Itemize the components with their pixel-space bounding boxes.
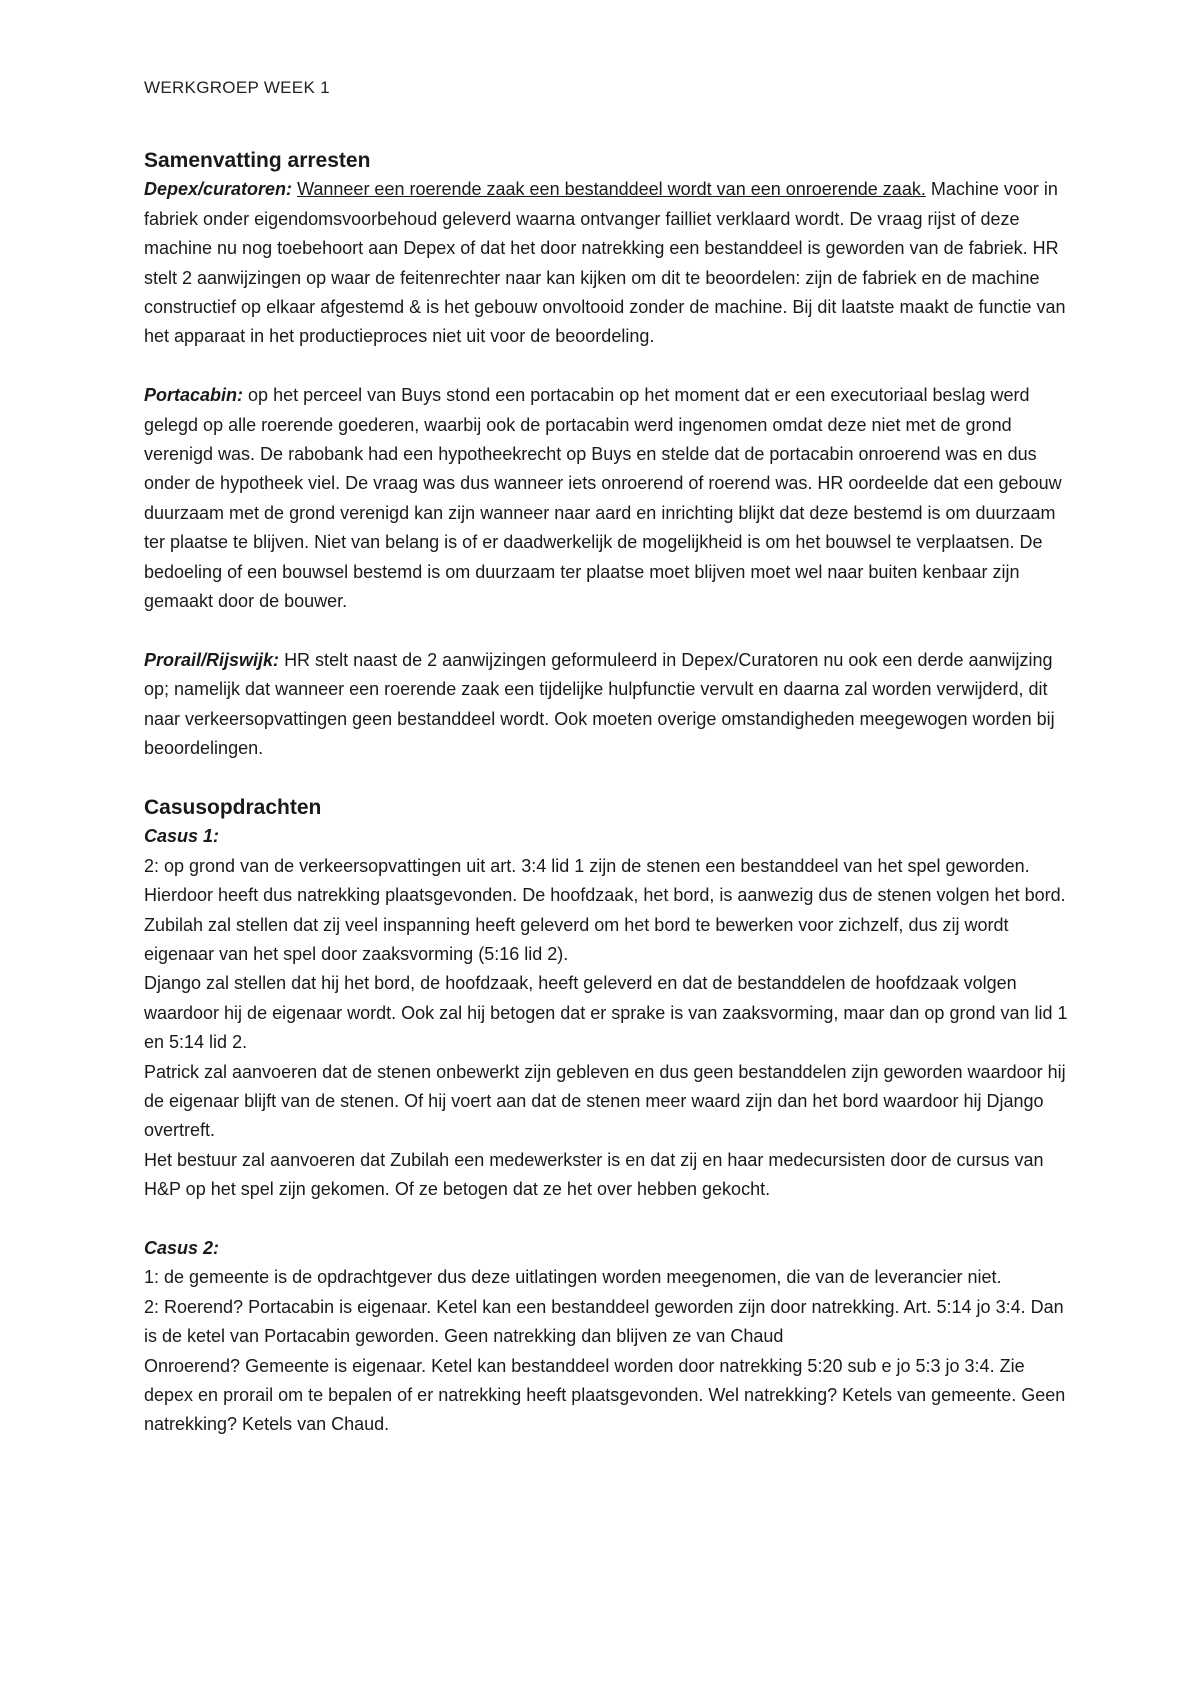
case-label-portacabin: Portacabin: [144,385,244,406]
case-label-prorail: Prorail/Rijswijk: [144,649,280,670]
case-label-depex: Depex/curatoren: [144,179,293,200]
case-label-casus2: Casus 2: [144,1237,220,1258]
casus2-line: 1: de gemeente is de opdrachtgever dus deze uitlatingen worden meegenomen, die van de leverancier niet. [144,1267,1002,1288]
casus1-line: Zubilah zal stellen dat zij veel inspanning heeft geleverd om het bord te bewerken voor zichzelf, dus zij wordt eigenaar van het spel door zaaksvorming (5:16 lid 2). [144,914,1009,964]
portacabin-text: op het perceel van Buys stond een portacabin op het moment dat er een executoriaal beslag werd gelegd op alle roerende goederen, waarbij ook de portacabin werd ingenomen omdat deze niet met de grond verenigd was. De rabobank had een hypotheekrecht op Buys en stelde dat de portacabin onroerend was en dus onder de hypotheek viel. De vraag was dus wanneer iets onroerend of roerend was. HR oordeelde dat een gebouw duurzaam met de grond verenigd kan zijn wanneer naar aard en inrichting blijkt dat deze bestemd is om duurzaam ter plaatse te blijven. Niet van belang is of er daadwerkelijk de mogelijkheid is om het bouwsel te verplaatsen. De bedoeling of een bouwsel bestemd is om duurzaam ter plaatse moet blijven moet wel naar buiten kenbaar zijn gemaakt door de bouwer. [144,385,1062,612]
casus1-line: Patrick zal aanvoeren dat de stenen onbewerkt zijn gebleven en dus geen bestanddelen zijn geworden waardoor hij de eigenaar blijft van de stenen. Of hij voert aan dat de stenen meer waard zijn dan het bord waardoor hij Django overtreft. [144,1061,1066,1141]
depex-underlined-heading: Wanneer een roerende zaak een bestanddeel wordt van een onroerende zaak. [297,179,926,200]
spacer [144,616,1074,645]
casus1-line: 2: op grond van de verkeersopvattingen uit art. 3:4 lid 1 zijn de stenen een bestanddeel van het spel geworden. Hierdoor heeft dus natrekking plaatsgevonden. De hoofdzaak, het bord, is aanwezig dus de stenen volgen het bord. [144,855,1066,906]
case-label-casus1: Casus 1: [144,826,220,847]
prorail-text: HR stelt naast de 2 aanwijzingen geformuleerd in Depex/Curatoren nu ook een derde aanwijzing op; namelijk dat wanneer een roerende zaak een tijdelijke hulpfunctie vervult en daarna zal worden verwijderd, dit naar verkeersopvattingen geen bestanddeel wordt. Ook moeten overige omstandigheden meegewogen worden bij beoordelingen. [144,649,1055,759]
spacer [144,764,1074,793]
casus2-line: 2: Roerend? Portacabin is eigenaar. Ketel kan een bestanddeel geworden zijn door natrekking. Art. 5:14 jo 3:4. Dan is de ketel van Portacabin geworden. Geen natrekking dan blijven ze van Chaud [144,1296,1064,1347]
spacer [144,1205,1074,1234]
document-body [144,146,1074,1440]
running-header: WERKGROEP WEEK 1 [144,78,330,97]
depex-text: Machine voor in fabriek onder eigendomsvoorbehoud geleverd waarna ontvanger failliet verklaard wordt. De vraag rijst of deze machine nu nog toebehoort aan Depex of dat het door natrekking een bestanddeel is geworden van de fabriek. HR stelt 2 aanwijzingen op waar de feitenrechter naar kan kijken om dit te beoordelen: zijn de fabriek en de machine constructief op elkaar afgestemd & is het gebouw onvoltooid zonder de machine. Bij dit laatste maakt de functie van het apparaat in het productieproces niet uit voor de beoordeling. [144,179,1066,347]
paragraph-prorail [144,646,1074,764]
casus1-line: Django zal stellen dat hij het bord, de hoofdzaak, heeft geleverd en dat de bestanddelen de hoofdzaak volgen waardoor hij de eigenaar wordt. Ook zal hij betogen dat er sprake is van zaaksvorming, maar dan op grond van lid 1 en 5:14 lid 2. [144,973,1068,1053]
section-title-samenvatting: Samenvatting arresten [144,149,371,172]
spacer [144,352,1074,381]
paragraph-depex [144,175,1074,351]
casus1-line: Het bestuur zal aanvoeren dat Zubilah een medewerkster is en dat zij en haar medecursisten door de cursus van H&P op het spel zijn gekomen. Of ze betogen dat ze het over hebben gekocht. [144,1149,1044,1200]
paragraph-portacabin [144,381,1074,616]
section-title-casusopdrachten: Casusopdrachten [144,795,322,819]
casus2-line: Onroerend? Gemeente is eigenaar. Ketel kan bestanddeel worden door natrekking 5:20 sub e jo 5:3 jo 3:4. Zie depex en prorail om te bepalen of er natrekking heeft plaatsgevonden. Wel natrekking? Ketels van gemeente. Geen natrekking? Ketels van Chaud. [144,1355,1066,1435]
